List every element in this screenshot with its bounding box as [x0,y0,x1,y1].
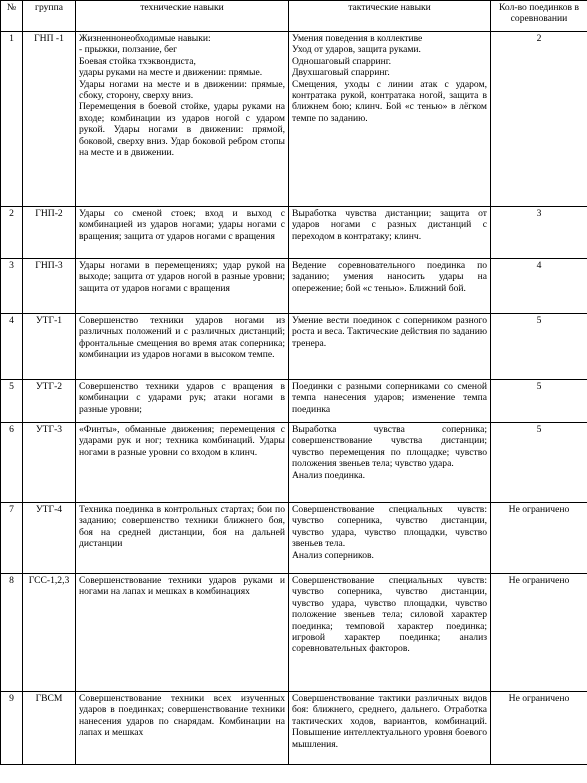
row-number: 8 [1,574,23,692]
row-tactical [289,32,491,207]
row-technical-line: Удары ногами на месте и в движении: прямые, сбоку, сторону, сверху вниз. [79,78,285,102]
table-row [1,380,587,423]
row-tactical-line: Выработка чувства дистанции; защита от ударов ногами с разных дистанций с переходом в контратаку; клинч. [292,208,487,242]
row-tactical-line: Ведение соревновательного поединка по заданию; умения наносить удары на опережение; бой «с тенью». Ближний бой. [292,260,487,294]
row-tactical [289,380,491,423]
row-technical [76,207,289,259]
row-technical [76,692,289,765]
row-tactical-line: Поединки с разными соперниками со сменой темпа нанесения ударов; изменение темпа поединка [292,381,487,415]
row-tactical-line: Уход от ударов, защита руками. [292,44,421,56]
row-tactical-line: Одношаговый спарринг. [292,55,392,67]
row-technical [76,503,289,574]
header-num: № [1,1,23,32]
row-technical-line: удары руками на месте и движении: прямые. [79,67,263,79]
row-technical [76,259,289,314]
row-technical [76,380,289,423]
row-technical-line: Техника поединка в контрольных стартах; бои по заданию; совершенство техники ближнего боя, боя на средней дистанции, боя на дальней дистанции [79,504,285,550]
row-number: 6 [1,423,23,503]
row-technical-line: Совершенствование техники ударов руками и ногами на лапах и мешках в комбинациях [79,575,285,598]
row-number: 9 [1,692,23,765]
row-tactical-line: Смещения, уходы с линии атак с ударом, контратака рукой, контратака ногой, защита в ближнем бою; клинч. Бой «с тенью» в лёгком темпе по заданию. [292,78,487,124]
row-tactical-line: Совершенствование специальных чувств: чувство соперника, чувство дистанции, чувство удара, чувство площадки, чувство положение звеньев тела; силовой характер поединка; темповой характер поединка; игровой характер поединка; анализ соревновательных факторов. [292,575,487,655]
row-tactical-line: Умения поведения в коллективе [292,33,423,44]
header-technical: технические навыки [76,1,289,32]
row-tactical [289,692,491,765]
row-tactical [289,574,491,692]
row-group: ГНП-3 [23,259,76,314]
row-number: 5 [1,380,23,423]
row-technical-line: - прыжки, ползание, бег [79,44,178,56]
header-count: Кол-во поединков в соревновании [491,1,587,32]
row-count: Не ограничено [491,574,587,692]
row-technical-line: «Финты», обманные движения; перемещения с ударами рук и ног; техника комбинаций. Удары ногами в разные уровни со входом в клинч. [79,424,285,458]
row-technical-line: Совершенство техники ударов ногами из различных положений и с различных дистанций; фронтальные смещения во время атак соперника; комбинации из ударов ногами в высоком темпе. [79,315,285,361]
row-technical [76,314,289,380]
row-tactical-line: Совершенствование тактики различных видов боя: ближнего, среднего, дальнего. Отработка тактических ходов, вариантов, комбинаций. Повышение интеллектуального уровня боевого мышления. [292,693,487,750]
table-row [1,259,587,314]
row-tactical-line: Совершенствование специальных чувств: чувство соперника, чувство дистанции, чувство удара, чувство площадки, чувство звеньев тела. [292,504,487,550]
table-row [1,503,587,574]
row-tactical-line: Анализ поединка. [292,469,366,481]
row-group: ГНП -1 [23,32,76,207]
header-tactical: тактические навыки [289,1,491,32]
row-tactical [289,503,491,574]
row-group: УТГ-4 [23,503,76,574]
row-technical [76,32,289,207]
table-row [1,32,587,207]
row-group: УТГ-3 [23,423,76,503]
row-technical-line: Удары ногами в перемещениях; удар рукой на выходе; защита от ударов ногой в разные уровни; защита от ударов ногами с вращения [79,260,285,294]
row-group: ГНП-2 [23,207,76,259]
table-row [1,207,587,259]
row-tactical [289,259,491,314]
row-group: ГСС-1,2,3 [23,574,76,692]
row-count: 5 [491,314,587,380]
row-number: 2 [1,207,23,259]
row-count: 2 [491,32,587,207]
row-group: УТГ-2 [23,380,76,423]
row-technical-line: Совершенство техники ударов с вращения в комбинации с ударами рук; атаки ногами в разные уровни; [79,381,285,415]
table-row [1,574,587,692]
row-technical-line: Жизненнонеобходимые навыки: [79,33,211,44]
row-technical-line: Удары со сменой стоек; вход и выход с комбинацией из ударов ногами; удары ногами с вращения; защита от ударов ногами с вращения [79,208,285,242]
row-count: 3 [491,207,587,259]
row-number: 3 [1,259,23,314]
table-row [1,423,587,503]
row-count: 4 [491,259,587,314]
row-number: 4 [1,314,23,380]
row-tactical-line: Умение вести поединок с соперником разного роста и веса. Тактические действия по заданию тренера. [292,315,487,349]
row-number: 7 [1,503,23,574]
row-tactical [289,314,491,380]
table-row [1,314,587,380]
row-group: ГВСМ [23,692,76,765]
row-number: 1 [1,32,23,207]
row-tactical [289,423,491,503]
table-row [1,692,587,765]
row-tactical-line: Анализ соперников. [292,549,374,561]
row-group: УТГ-1 [23,314,76,380]
header-group: группа [23,1,76,32]
row-technical-line: Боевая стойка тхэквондиста, [79,55,196,67]
row-count: 5 [491,380,587,423]
row-tactical-line: Двухшаговый спарринг. [292,67,390,79]
header-row [1,1,587,32]
row-technical-line: Совершенствование техники всех изученных ударов в поединках; совершенствование техники нанесения ударов по снарядам. Комбинации на лапах и мешках [79,693,285,739]
row-technical-line: Перемещения в боевой стойке, удары руками на входе; комбинации из ударов ногой с ударом рукой. Удары ногами в движении: прямой, боковой, сверху вниз. Удар боковой ребром стопы на месте и в движении. [79,101,285,159]
row-tactical [289,207,491,259]
row-count: Не ограничено [491,692,587,765]
row-technical [76,574,289,692]
row-count: 5 [491,423,587,503]
table-body [1,32,587,765]
row-technical [76,423,289,503]
row-tactical-line: Выработка чувства соперника; совершенствование чувства дистанции; чувство перемещения по площадке; чувство положения звеньев тела; чувство удара. [292,424,487,470]
row-count: Не ограничено [491,503,587,574]
